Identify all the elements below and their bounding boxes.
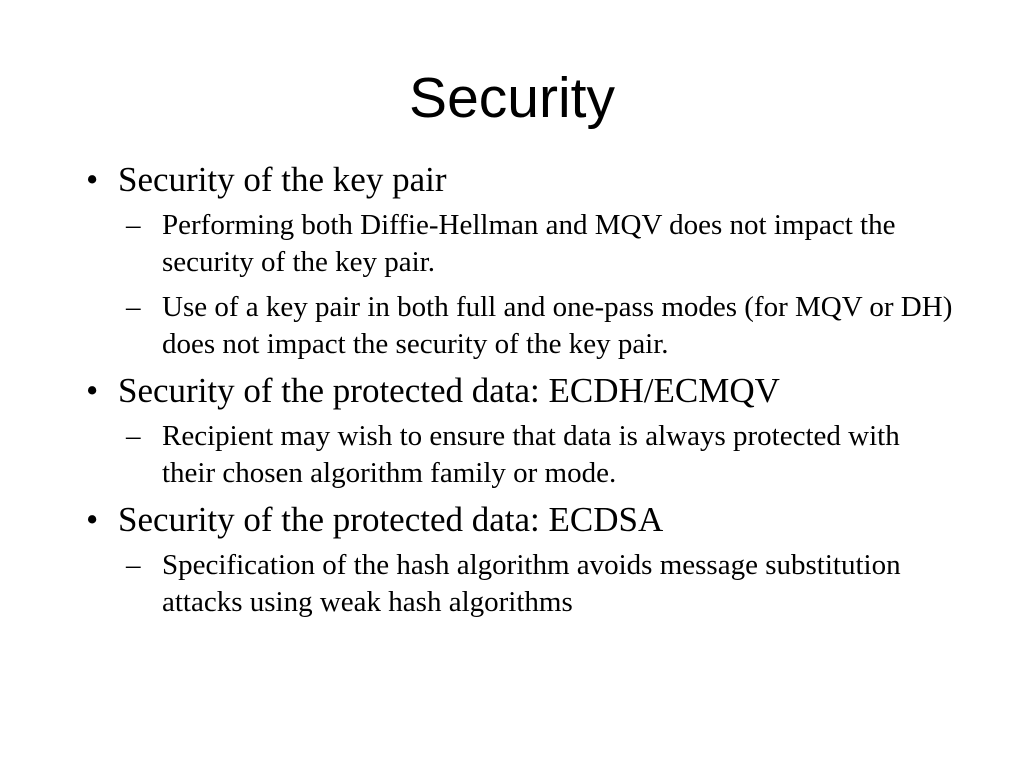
sub-bullet-point (80, 418, 960, 492)
bullet-marker: • (86, 500, 99, 539)
bullet-point (80, 500, 960, 540)
dash-marker: – (126, 420, 141, 452)
sub-bullet-text: Use of a key pair in both full and one-pass modes (for MQV or DH) does not impact the security of the key pair. (162, 291, 953, 360)
bullet-text: Security of the protected data: ECDSA (118, 500, 664, 539)
sub-bullet-list (80, 207, 960, 363)
bullet-text: Security of the protected data: ECDH/ECMQV (118, 371, 780, 410)
bullet-marker: • (86, 160, 99, 199)
sub-bullet-list (80, 547, 960, 621)
dash-marker: – (126, 291, 141, 323)
sub-bullet-text: Recipient may wish to ensure that data is always protected with their chosen algorithm family or mode. (162, 420, 900, 489)
sub-bullet-list (80, 418, 960, 492)
sub-bullet-point (80, 289, 960, 363)
bullet-point (80, 160, 960, 200)
sub-bullet-text: Performing both Diffie-Hellman and MQV does not impact the security of the key pair. (162, 209, 896, 278)
slide-title: Security (409, 66, 615, 130)
sub-bullet-point (80, 207, 960, 281)
bullet-point (80, 371, 960, 411)
dash-marker: – (126, 549, 141, 581)
sub-bullet-text: Specification of the hash algorithm avoids message substitution attacks using weak hash algorithms (162, 549, 901, 618)
dash-marker: – (126, 209, 141, 241)
slide-body (80, 160, 960, 629)
sub-bullet-point (80, 547, 960, 621)
bullet-marker: • (86, 371, 99, 410)
bullet-text: Security of the key pair (118, 160, 447, 199)
